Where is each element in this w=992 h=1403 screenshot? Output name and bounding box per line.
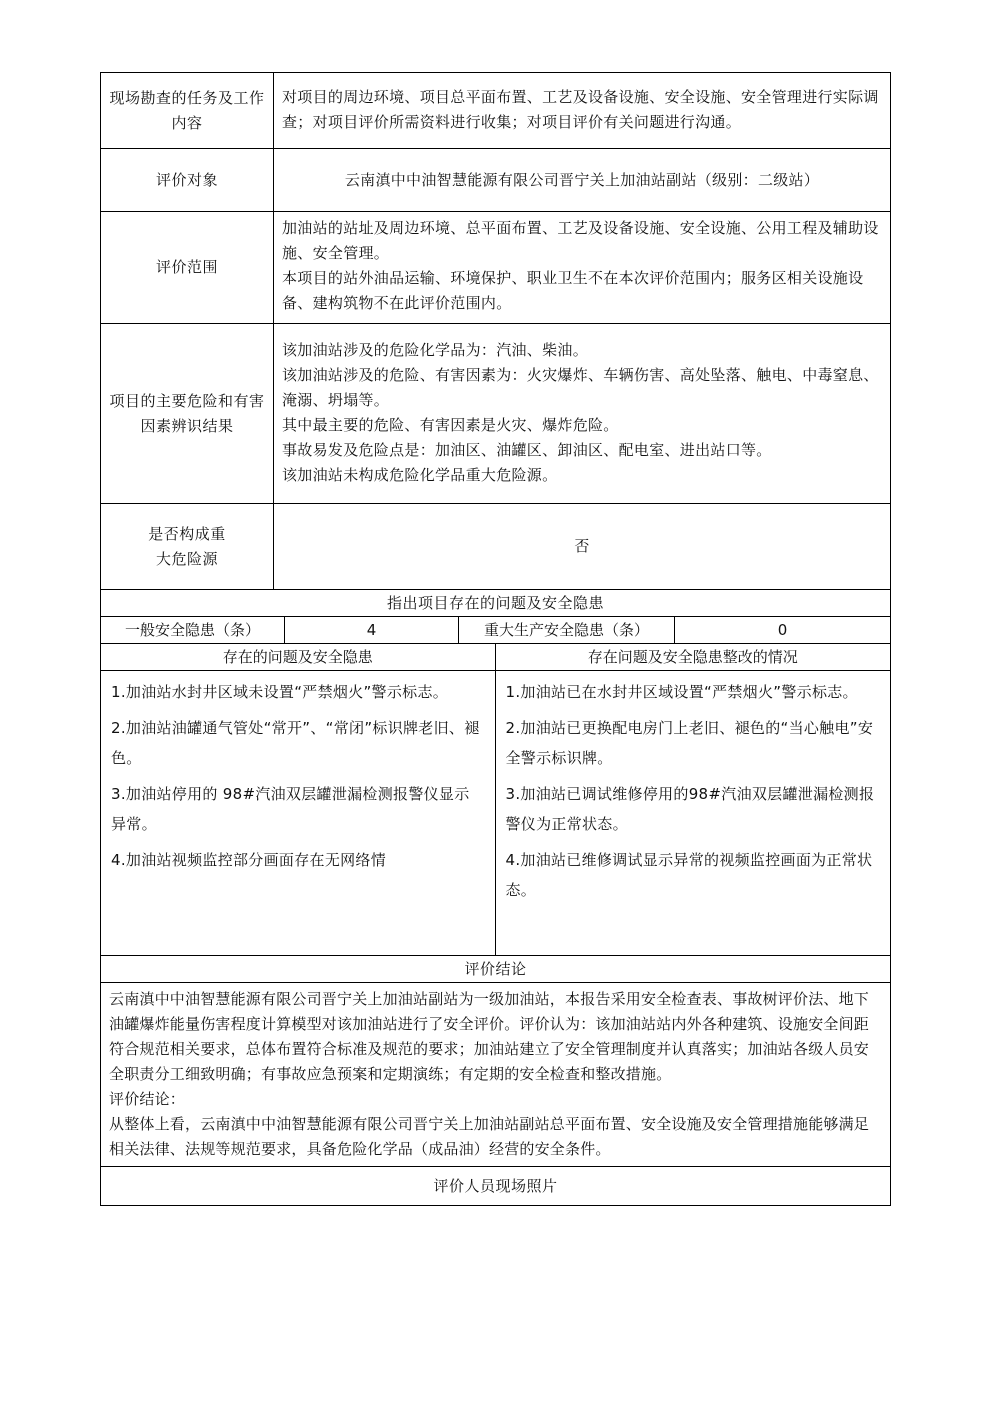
row-value bbox=[274, 149, 890, 211]
row-hazard-identification bbox=[101, 324, 890, 504]
row-text: 其中最主要的危险、有害因素是火灾、爆炸危险。 bbox=[282, 416, 619, 434]
fix-item: 1.加油站已在水封井区域设置“严禁烟火”警示标志。 bbox=[505, 683, 858, 701]
row-site-survey bbox=[101, 73, 890, 149]
conclusion-paragraph: 评价结论： bbox=[109, 1090, 186, 1108]
row-text: 事故易发及危险点是：加油区、油罐区、卸油区、配电室、进出站口等。 bbox=[282, 441, 772, 459]
row-evaluation-object bbox=[101, 149, 890, 212]
conclusion-paragraph: 云南滇中中油智慧能源有限公司晋宁关上加油站副站为一级加油站，本报告采用安全检查表、事故树评价法、地下油罐爆炸能量伤害程度计算模型对该加油站进行了安全评价。评价认为：该加油站站内外各种建筑、设施安全间距符合规范相关要求，总体布置符合标准及规范的要求；加油站建立了安全管理制度并认真落实；加油站各级人员安全职责分工细致明确；有事故应急预案和定期演练；有定期的安全检查和整改措施。 bbox=[109, 990, 870, 1083]
row-evaluation-scope bbox=[101, 212, 890, 324]
issues-columns bbox=[101, 671, 890, 956]
row-label: 评价对象 bbox=[101, 149, 274, 211]
row-label: 现场勘查的任务及工作内容 bbox=[101, 73, 274, 148]
general-hazard-label: 一般安全隐患（条） bbox=[101, 617, 285, 643]
major-hazard-value: 0 bbox=[777, 621, 788, 639]
general-hazard-value: 4 bbox=[285, 617, 459, 643]
hazard-counts bbox=[101, 617, 890, 644]
row-label: 评价范围 bbox=[101, 212, 274, 323]
row-text: 对项目的周边环境、项目总平面布置、工艺及设备设施、安全设施、安全管理进行实际调查；对项目评价所需资料进行收集；对项目评价有关问题进行沟通。 bbox=[282, 88, 879, 131]
row-value bbox=[274, 324, 890, 503]
fixes-list bbox=[496, 671, 891, 955]
conclusion-paragraph: 从整体上看，云南滇中中油智慧能源有限公司晋宁关上加油站副站总平面布置、安全设施及安全管理措施能够满足相关法律、法规等规范要求，具备危险化学品（成品油）经营的安全条件。 bbox=[109, 1115, 870, 1158]
fix-item: 2.加油站已更换配电房门上老旧、褪色的“当心触电”安全警示标识牌。 bbox=[505, 719, 874, 767]
row-value bbox=[274, 73, 890, 148]
issues-header: 存在的问题及安全隐患 bbox=[101, 644, 496, 670]
conclusion-title: 评价结论 bbox=[101, 956, 890, 983]
row-text: 云南滇中中油智慧能源有限公司晋宁关上加油站副站（级别：二级站） bbox=[344, 170, 820, 189]
issue-item: 3.加油站停用的 98#汽油双层罐泄漏检测报警仪显示异常。 bbox=[111, 785, 470, 833]
issue-item: 1.加油站水封井区域未设置“严禁烟火”警示标志。 bbox=[111, 683, 449, 701]
photos-title: 评价人员现场照片 bbox=[433, 1177, 558, 1195]
row-text: 加油站的站址及周边环境、总平面布置、工艺及设备设施、安全设施、公用工程及辅助设施、安全管理。 bbox=[282, 219, 879, 262]
issue-item: 4.加油站视频监控部分画面存在无网络情 bbox=[111, 851, 387, 869]
row-value bbox=[274, 504, 890, 589]
fix-item: 4.加油站已维修调试显示异常的视频监控画面为正常状态。 bbox=[505, 851, 873, 899]
row-label: 项目的主要危险和有害因素辨识结果 bbox=[101, 324, 274, 503]
evaluation-table bbox=[100, 72, 891, 1206]
major-hazard-label: 重大生产安全隐患（条） bbox=[459, 617, 675, 643]
row-label: 是否构成重大危险源 bbox=[101, 504, 274, 589]
row-value bbox=[274, 212, 890, 323]
row-text: 否 bbox=[574, 537, 590, 555]
row-text: 该加油站涉及的危险化学品为：汽油、柴油。 bbox=[282, 341, 589, 359]
fix-item: 3.加油站已调试维修停用的98#汽油双层罐泄漏检测报警仪为正常状态。 bbox=[505, 785, 875, 833]
row-text: 该加油站未构成危险化学品重大危险源。 bbox=[282, 466, 558, 484]
issue-item: 2.加油站油罐通气管处“常开”、“常闭”标识牌老旧、褪色。 bbox=[111, 719, 480, 767]
issues-columns-header bbox=[101, 644, 890, 671]
fixes-header: 存在问题及安全隐患整改的情况 bbox=[587, 648, 798, 666]
row-major-hazard bbox=[101, 504, 890, 590]
conclusion-body bbox=[101, 983, 890, 1167]
issues-list bbox=[101, 671, 496, 955]
issues-title: 指出项目存在的问题及安全隐患 bbox=[101, 590, 890, 617]
row-text: 本项目的站外油品运输、环境保护、职业卫生不在本次评价范围内；服务区相关设施设备、建构筑物不在此评价范围内。 bbox=[282, 269, 864, 312]
row-text: 该加油站涉及的危险、有害因素为：火灾爆炸、车辆伤害、高处坠落、触电、中毒窒息、淹溺、坍塌等。 bbox=[282, 366, 879, 409]
